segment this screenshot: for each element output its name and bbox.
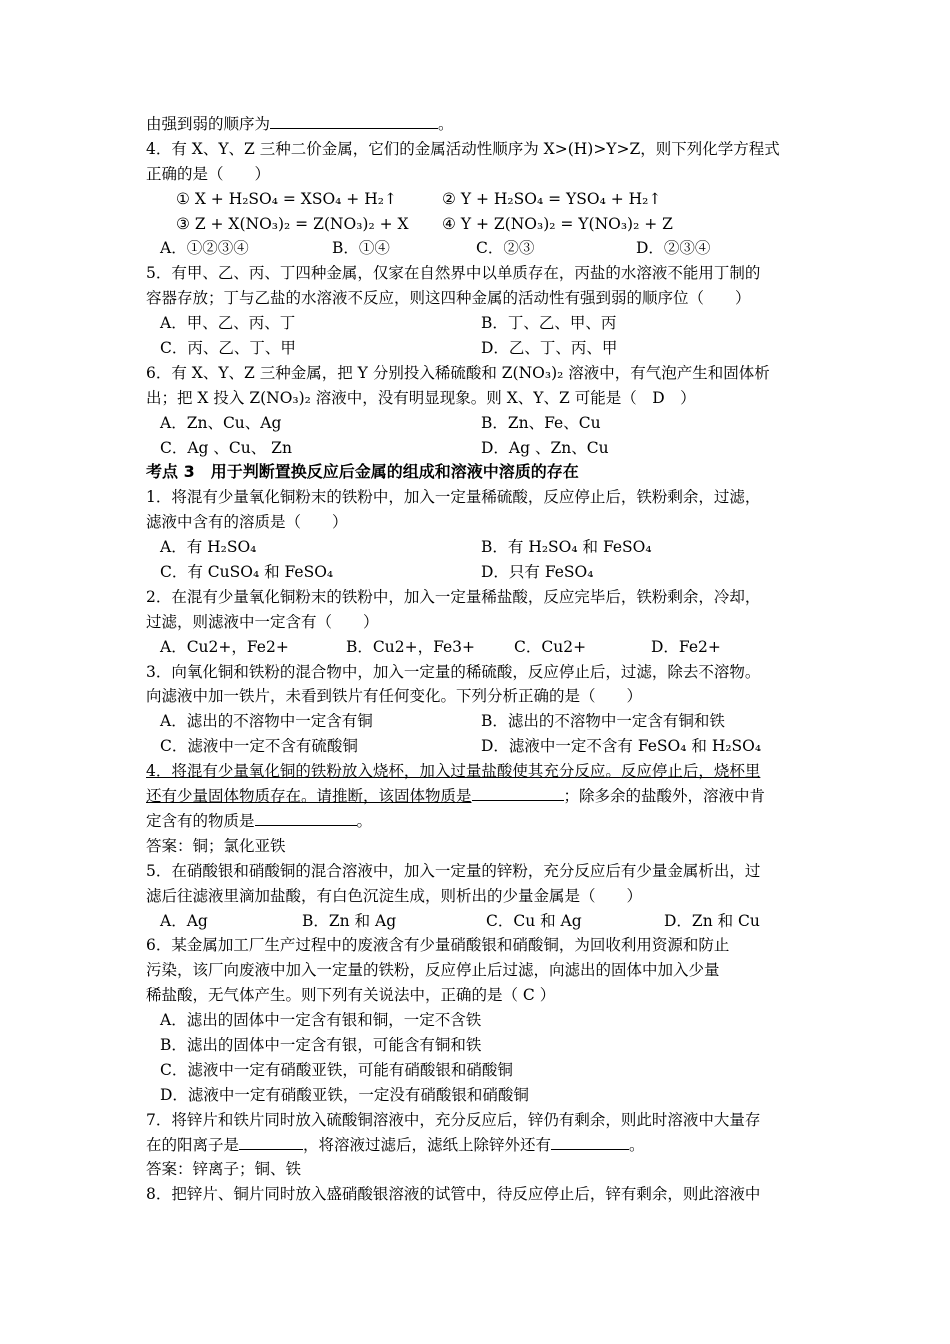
options-row xyxy=(146,734,816,759)
equation-row xyxy=(146,212,816,237)
equation-3: ③ Z + X(NO₃)₂ = Z(NO₃)₂ + X xyxy=(176,214,409,233)
text: 稀盐酸，无气体产生。则下列有关说法中，正确的是（ C ） xyxy=(146,986,556,1005)
text: 7．将锌片和铁片同时放入硫酸铜溶液中，充分反应后，锌仍有剩余，则此时溶液中大量存 xyxy=(146,1110,761,1129)
text: 6．有 X、Y、Z 三种金属，把 Y 分别投入稀硫酸和 Z(NO₃)₂ 溶液中，有气泡产生和固体析 xyxy=(146,363,770,382)
text: 3．向氧化铜和铁粉的混合物中，加入一定量的稀硫酸，反应停止后，过滤，除去不溶物。 xyxy=(146,662,761,681)
text: 正确的是（ ） xyxy=(146,164,271,183)
answer-blank[interactable] xyxy=(239,1133,303,1150)
text: 滤液中含有的溶质是（ ） xyxy=(146,513,348,532)
text: 5．在硝酸银和硝酸铜的混合溶液中，加入一定量的锌粉，充分反应后有少量金属析出，过 xyxy=(146,861,761,880)
options-row xyxy=(146,311,816,336)
text: 5．有甲、乙、丙、丁四种金属，仅家在自然界中以单质存在，丙盐的水溶液不能用丁制的 xyxy=(146,264,761,283)
text-line xyxy=(146,610,816,635)
option-c[interactable] xyxy=(146,1058,816,1083)
text: 1．将混有少量氧化铜粉末的铁粉中，加入一定量稀硫酸，反应停止后，铁粉剩余，过滤， xyxy=(146,488,761,507)
text: A．滤出的固体中一定含有银和铜，一定不含铁 xyxy=(160,1011,482,1030)
option-b[interactable]: B．Zn 和 Ag xyxy=(302,911,397,930)
heading-text: 考点 3 用于判断置换反应后金属的组成和溶液中溶质的存在 xyxy=(146,462,579,482)
question-4 xyxy=(146,137,816,162)
text: D．滤液中一定有硝酸亚铁，一定没有硝酸银和硝酸铜 xyxy=(160,1085,529,1104)
text: C．滤液中一定有硝酸亚铁，可能有硝酸银和硝酸铜 xyxy=(160,1060,513,1079)
text: 容器存放；丁与乙盐的水溶液不反应，则这四种金属的活动性有强到弱的顺序位（ ） xyxy=(146,289,751,308)
text: 污染，该厂向废液中加入一定量的铁粉，反应停止后过滤，向滤出的固体中加入少量 xyxy=(146,961,720,980)
answer-blank[interactable] xyxy=(255,809,357,826)
option-c[interactable]: C．有 CuSO₄ 和 FeSO₄ xyxy=(160,563,334,582)
option-c[interactable]: C．②③ xyxy=(476,239,535,258)
option-a[interactable]: A．①②③④ xyxy=(160,239,249,258)
question-6 xyxy=(146,361,816,386)
text-line xyxy=(146,510,816,535)
option-c[interactable]: C．Cu 和 Ag xyxy=(486,911,582,930)
options-row xyxy=(146,560,816,585)
option-d[interactable]: D．Zn 和 Cu xyxy=(664,911,760,930)
text-line xyxy=(146,958,816,983)
text: 8．把锌片、铜片同时放入盛硝酸银溶液的试管中，待反应停止后，锌有剩余，则此溶液中 xyxy=(146,1185,761,1204)
text: 定含有的物质是 xyxy=(146,811,255,830)
option-a[interactable] xyxy=(146,1008,816,1033)
option-d[interactable] xyxy=(146,1083,816,1108)
text-line xyxy=(146,1133,816,1158)
text-line xyxy=(146,162,816,187)
options-row xyxy=(146,436,816,461)
text-line xyxy=(146,112,816,137)
text-line xyxy=(146,809,816,834)
text: 6．某金属加工厂生产过程中的废液含有少量硝酸银和硝酸铜，为回收利用资源和防止 xyxy=(146,936,730,955)
option-b[interactable]: B．Cu2+，Fe3+ xyxy=(346,637,476,656)
option-b[interactable]: B．Zn、Fe、Cu xyxy=(481,413,601,432)
option-b[interactable]: B．丁、乙、甲、丙 xyxy=(481,314,617,333)
option-d[interactable]: D．Fe2+ xyxy=(651,637,721,656)
option-b[interactable]: B．①④ xyxy=(332,239,390,258)
equation-1: ① X + H₂SO₄ = XSO₄ + H₂↑ xyxy=(176,189,397,208)
equation-row xyxy=(146,187,816,212)
text: 过滤，则滤液中一定含有（ ） xyxy=(146,612,379,631)
text: 向滤液中加一铁片，未看到铁片有任何变化。下列分析正确的是（ ） xyxy=(146,687,643,706)
option-d[interactable]: D．乙、丁、丙、甲 xyxy=(481,339,618,358)
option-c[interactable]: C．Cu2+ xyxy=(514,637,587,656)
text-line xyxy=(146,684,816,709)
text: 滤后往滤液里滴加盐酸，有白色沉淀生成，则析出的少量金属是（ ） xyxy=(146,886,643,905)
text: 在的阳离子是 xyxy=(146,1135,240,1154)
option-c[interactable]: C．Ag 、Cu、 Zn xyxy=(160,438,292,457)
options-row xyxy=(146,411,816,436)
options-row xyxy=(146,336,816,361)
answer-blank[interactable] xyxy=(551,1133,629,1150)
problem-1 xyxy=(146,485,816,510)
problem-8 xyxy=(146,1182,816,1207)
problem-6 xyxy=(146,933,816,958)
answer-blank[interactable] xyxy=(270,112,438,129)
answer-text: 答案：铜；氯化亚铁 xyxy=(146,836,286,855)
problem-5 xyxy=(146,859,816,884)
option-d[interactable]: D．Ag 、Zn、Cu xyxy=(481,438,609,457)
option-a[interactable]: A．Ag xyxy=(160,911,208,930)
problem-2 xyxy=(146,585,816,610)
text: 还有少量固体物质存在。请推断，该固体物质是 xyxy=(146,787,472,806)
text: 4．有 X、Y、Z 三种二价金属，它们的金属活动性顺序为 X>(H)>Y>Z，则下列化学方程式 xyxy=(146,139,780,158)
option-c[interactable]: C．滤液中一定不含有硫酸铜 xyxy=(160,737,358,756)
equation-4: ④ Y + Z(NO₃)₂ = Y(NO₃)₂ + Z xyxy=(442,214,673,233)
option-a[interactable]: A．甲、乙、丙、丁 xyxy=(160,314,296,333)
option-d[interactable]: D．②③④ xyxy=(636,239,711,258)
section-heading xyxy=(146,460,816,485)
text: 出；把 X 投入 Z(NO₃)₂ 溶液中，没有明显现象。则 X、Y、Z 可能是（ D ） xyxy=(146,388,696,407)
text: ；除多余的盐酸外，溶液中肯 xyxy=(563,787,766,806)
option-a[interactable]: A．滤出的不溶物中一定含有铜 xyxy=(160,712,373,731)
answer-blank[interactable] xyxy=(472,784,564,801)
options-row xyxy=(146,709,816,734)
text-line xyxy=(146,386,816,411)
text-line xyxy=(146,286,816,311)
equation-2: ② Y + H₂SO₄ = YSO₄ + H₂↑ xyxy=(442,189,662,208)
text-line xyxy=(146,884,816,909)
text-line xyxy=(146,784,816,809)
option-d[interactable]: D．只有 FeSO₄ xyxy=(481,563,594,582)
problem-4 xyxy=(146,759,816,784)
answer-line xyxy=(146,1157,816,1182)
problem-3 xyxy=(146,660,816,685)
question-5 xyxy=(146,261,816,286)
option-b[interactable] xyxy=(146,1033,816,1058)
problem-7 xyxy=(146,1108,816,1133)
document-page xyxy=(146,112,816,1207)
text: 4．将混有少量氧化铜的铁粉放入烧杯，加入过量盐酸使其充分反应。反应停止后，烧杯里 xyxy=(146,762,761,781)
text: B．滤出的固体中一定含有银，可能含有铜和铁 xyxy=(160,1035,482,1054)
answer-text: 答案：锌离子；铜、铁 xyxy=(146,1160,302,1179)
text: 2．在混有少量氧化铜粉末的铁粉中，加入一定量稀盐酸，反应完毕后，铁粉剩余，冷却， xyxy=(146,587,761,606)
options-row xyxy=(146,535,816,560)
option-b[interactable]: B．滤出的不溶物中一定含有铜和铁 xyxy=(481,712,725,731)
option-a[interactable]: A．Zn、Cu、Ag xyxy=(160,413,282,432)
options-row xyxy=(146,236,816,261)
text: 。 xyxy=(356,811,373,830)
options-row xyxy=(146,909,816,934)
text: ，将溶液过滤后，滤纸上除锌外还有 xyxy=(303,1135,552,1154)
option-c[interactable]: C．丙、乙、丁、甲 xyxy=(160,339,296,358)
text: 。 xyxy=(438,115,454,133)
answer-line xyxy=(146,834,816,859)
option-a[interactable]: A．Cu2+，Fe2+ xyxy=(160,637,289,656)
option-d[interactable]: D．滤液中一定不含有 FeSO₄ 和 H₂SO₄ xyxy=(481,737,762,756)
option-b[interactable]: B．有 H₂SO₄ 和 FeSO₄ xyxy=(481,538,652,557)
options-row xyxy=(146,635,816,660)
text: 由强到弱的顺序为 xyxy=(146,115,271,133)
text: 。 xyxy=(629,1135,645,1154)
text-line xyxy=(146,983,816,1008)
option-a[interactable]: A．有 H₂SO₄ xyxy=(160,538,257,557)
